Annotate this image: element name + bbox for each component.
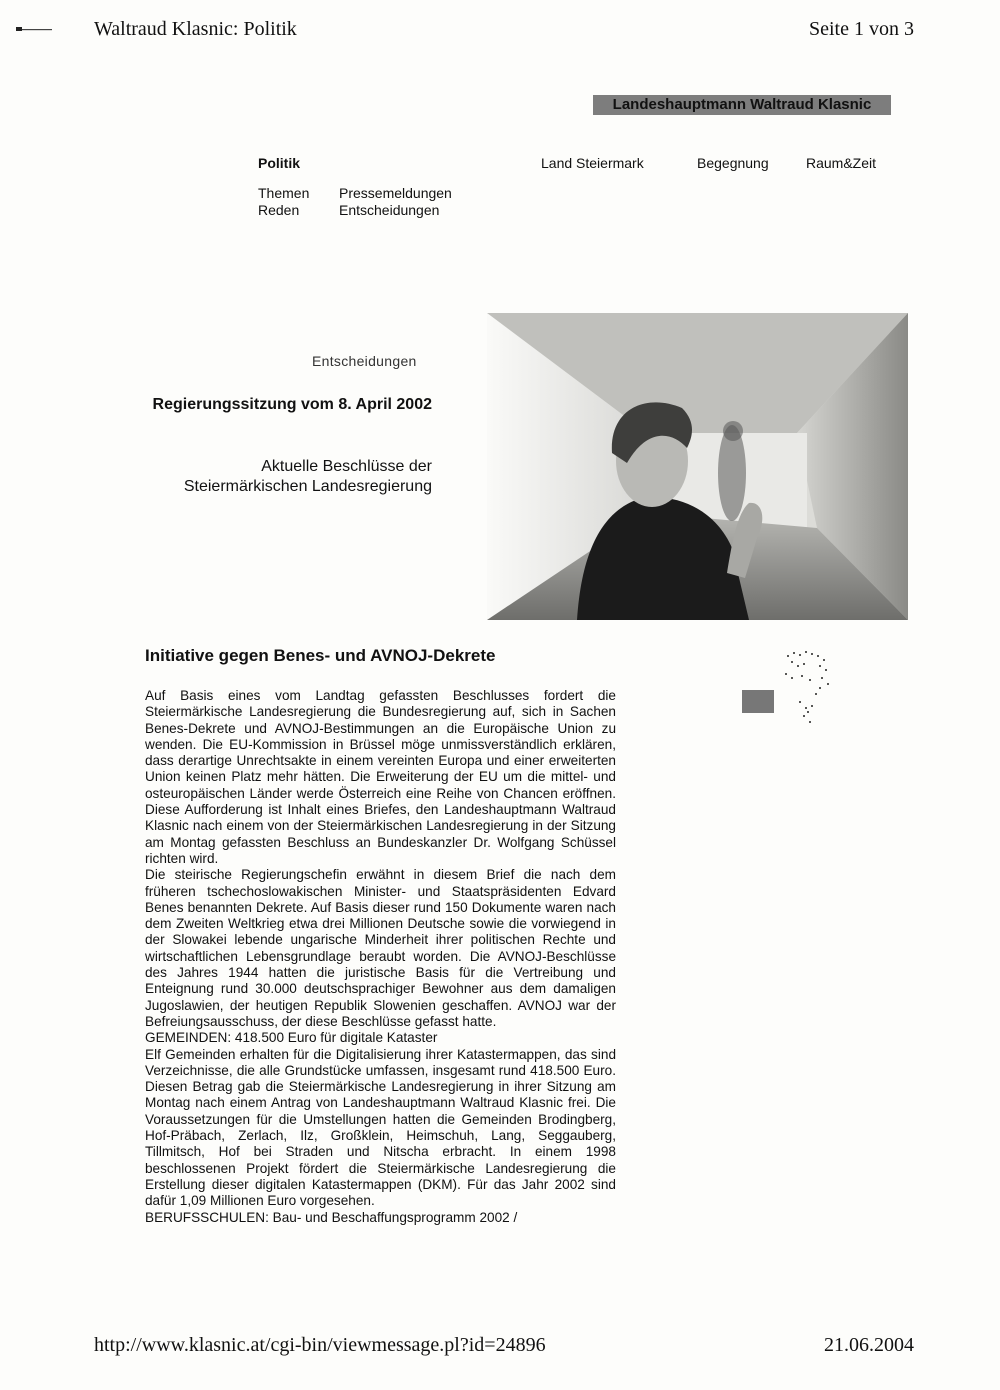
site-banner[interactable]: Landeshauptmann Waltraud Klasnic — [593, 95, 891, 115]
subnav-pressemeldungen[interactable]: Pressemeldungen — [339, 185, 452, 201]
map-outline-icon — [780, 648, 832, 728]
subnav-entscheidungen[interactable]: Entscheidungen — [339, 202, 440, 218]
arrow-icon — [16, 27, 56, 31]
nav-land-steiermark[interactable]: Land Steiermark — [541, 155, 644, 171]
article-title: Initiative gegen Benes- und AVNOJ-Dekrete — [145, 646, 496, 665]
paragraph: Auf Basis eines vom Landtag gefassten Beschlusses fordert die Steiermärkische Landesregierung die Bundesregierung auf, sich in Sachen Benes-Dekrete und AVNOJ-Bestimmungen an die Europäische Union zu wenden. Die EU-Kommission in Brüssel möge unmissverständlich erklären, dass derartige Unrechtsakte in einem vereinten Europa und einer erweiterten Union keinen Platz mehr hätten. Die Erweiterung der EU um die mittel- und osteuropäischen Länder werde Österreich eine Reihe von Chancen eröffnen. Diese Aufforderung ist Inhalt eines Briefes, den Landeshauptmann Waltraud Klasnic nach einem von der Steiermärkischen Landesregierung in der Sitzung am Montag gefassten Beschluss an Bundeskanzler Dr. Wolfgang Schüssel richten wird. — [145, 688, 616, 866]
nav-raum-zeit[interactable]: Raum&Zeit — [806, 155, 877, 171]
subnav-themen[interactable]: Themen — [258, 185, 310, 201]
page-indicator: Seite 1 von 3 — [809, 18, 914, 40]
nav-begegnung[interactable]: Begegnung — [697, 155, 769, 171]
paragraph: Elf Gemeinden erhalten für die Digitalisierung ihrer Katastermappen, das sind Verzeichnisse, die alle Grundstücke umfassen, insgesamt rund 418.500 Euro. Diesen Betrag gab die Steiermärkische Landesregierung in ihrer Sitzung am Montag nach einem Antrag von Landeshauptmann Waltraud Klasnic frei. Die Voraussetzungen für die Umstellungen hatten die Gemeinden Brodingberg, Hof-Präbach, Zerlach, Ilz, Großklein, Heimschuh, Lang, Seggauberg, Tillmitsch, Hof bei Straden und Nitscha erbracht. In einem 1998 beschlossenen Projekt fördert die Steiermärkische Landesregierung die Erstellung dieser digitalen Katastermappen (DKM). Für das Jahr 2002 sind dafür 1,09 Millionen Euro vorgesehen. — [145, 1046, 616, 1209]
paragraph: BERUFSSCHULEN: Bau- und Beschaffungsprogramm 2002 / — [145, 1209, 518, 1225]
article-body — [145, 688, 616, 1226]
footer-date: 21.06.2004 — [824, 1334, 914, 1356]
subheadline: Aktuelle Beschlüsse der Steiermärkischen Landesregierung — [183, 458, 432, 495]
paragraph: Die steirische Regierungschefin erwähnt in diesem Brief die nach dem früheren tschechoslowakischen Minister- und Staatspräsidenten Edvard Benes benannten Dekrete. Auf Basis dieser rund 150 Dokumente waren nach dem Zweiten Weltkrieg etwa drei Millionen Deutsche sowie die vorwiegend in der Slowakei lebende ungarische Minderheit ihrer politischen Rechte und wirtschaftlichen Lebensgrundlage beraubt worden. Die AVNOJ-Beschlüsse des Jahres 1944 hatten die juristische Basis für die Vertreibung und Enteignung rund 30.000 deutschsprachiger Bewohner aus dem damaligen Jugoslawien, der heutigen Republik Slowenien geschaffen. AVNOJ war der Befreiungsausschuss, der diese Beschlüsse gefasst hatte. — [145, 867, 616, 1029]
gray-square-icon — [742, 690, 774, 713]
subnav-reden[interactable]: Reden — [258, 202, 300, 218]
paragraph: GEMEINDEN: 418.500 Euro für digitale Kataster — [145, 1030, 438, 1046]
section-label: Entscheidungen — [312, 353, 417, 369]
portrait-photo — [487, 313, 908, 620]
headline: Regierungssitzung vom 8. April 2002 — [152, 396, 432, 413]
nav-politik[interactable]: Politik — [258, 155, 301, 171]
footer-url: http://www.klasnic.at/cgi-bin/viewmessage.pl?id=24896 — [94, 1334, 546, 1356]
page-header-title: Waltraud Klasnic: Politik — [94, 18, 297, 40]
